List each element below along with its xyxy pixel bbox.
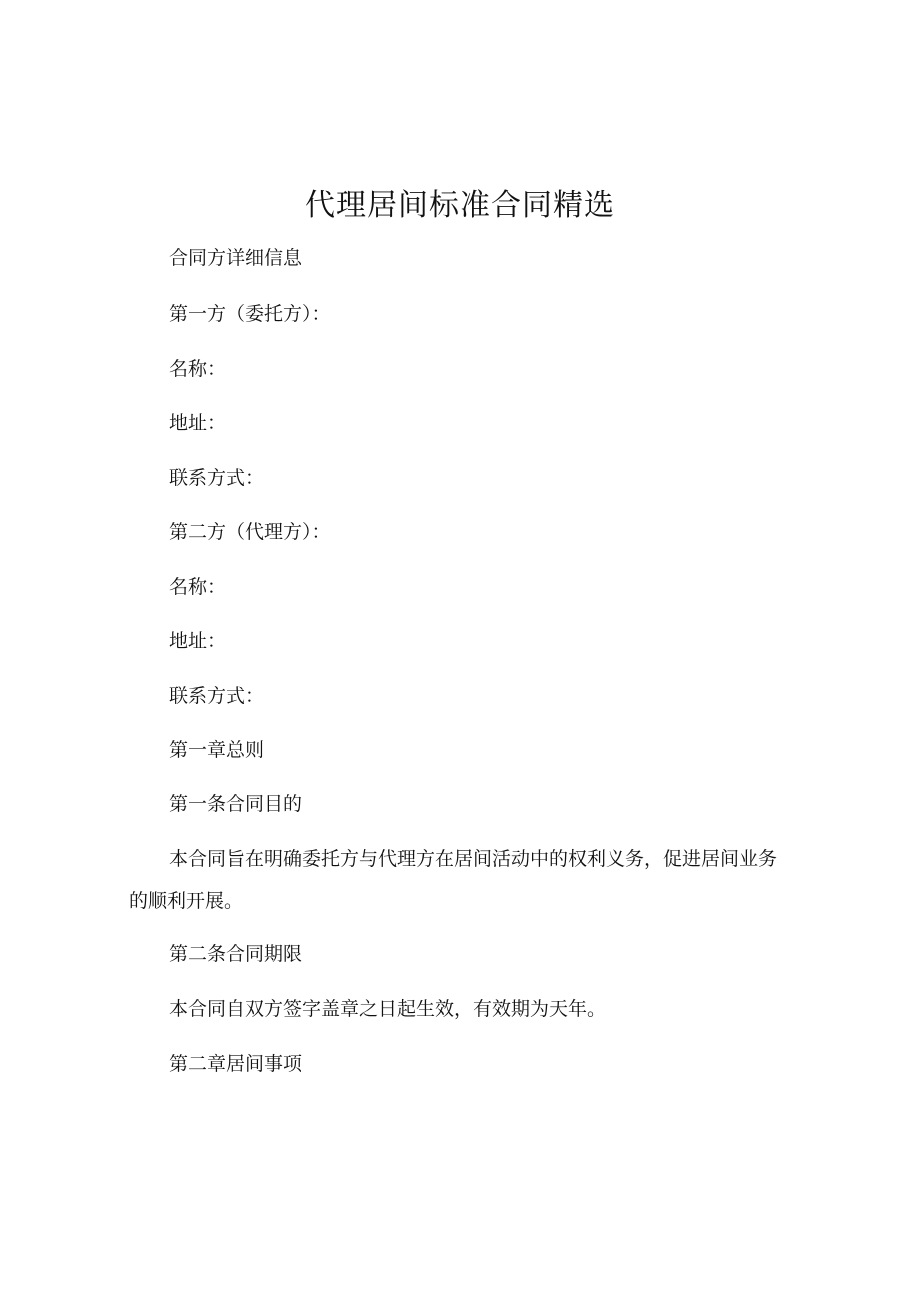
party-two-contact-label: 联系方式： [169, 685, 265, 707]
article-one-body: 本合同旨在明确委托方与代理方在居间活动中的权利义务，促进居间业务的顺利开展。 [129, 848, 778, 912]
article-two-body: 本合同自双方签字盖章之日起生效，有效期为天年。 [169, 998, 607, 1020]
article-two-heading: 第二条合同期限 [169, 943, 303, 965]
party-two-name-label: 名称： [169, 576, 227, 598]
party-two-heading: 第二方（代理方）： [169, 521, 331, 543]
article-one-heading: 第一条合同目的 [169, 793, 303, 815]
party-two-address-label: 地址： [169, 630, 227, 652]
party-one-name-label: 名称： [169, 358, 227, 380]
document-title: 代理居间标准合同精选 [305, 188, 615, 223]
section-heading-party-info: 合同方详细信息 [169, 247, 303, 269]
party-one-address-label: 地址： [169, 412, 227, 434]
chapter-one-heading: 第一章总则 [169, 739, 265, 761]
party-one-heading: 第一方（委托方）： [169, 303, 331, 325]
chapter-two-heading: 第二章居间事项 [169, 1053, 303, 1075]
party-one-contact-label: 联系方式： [169, 467, 265, 489]
